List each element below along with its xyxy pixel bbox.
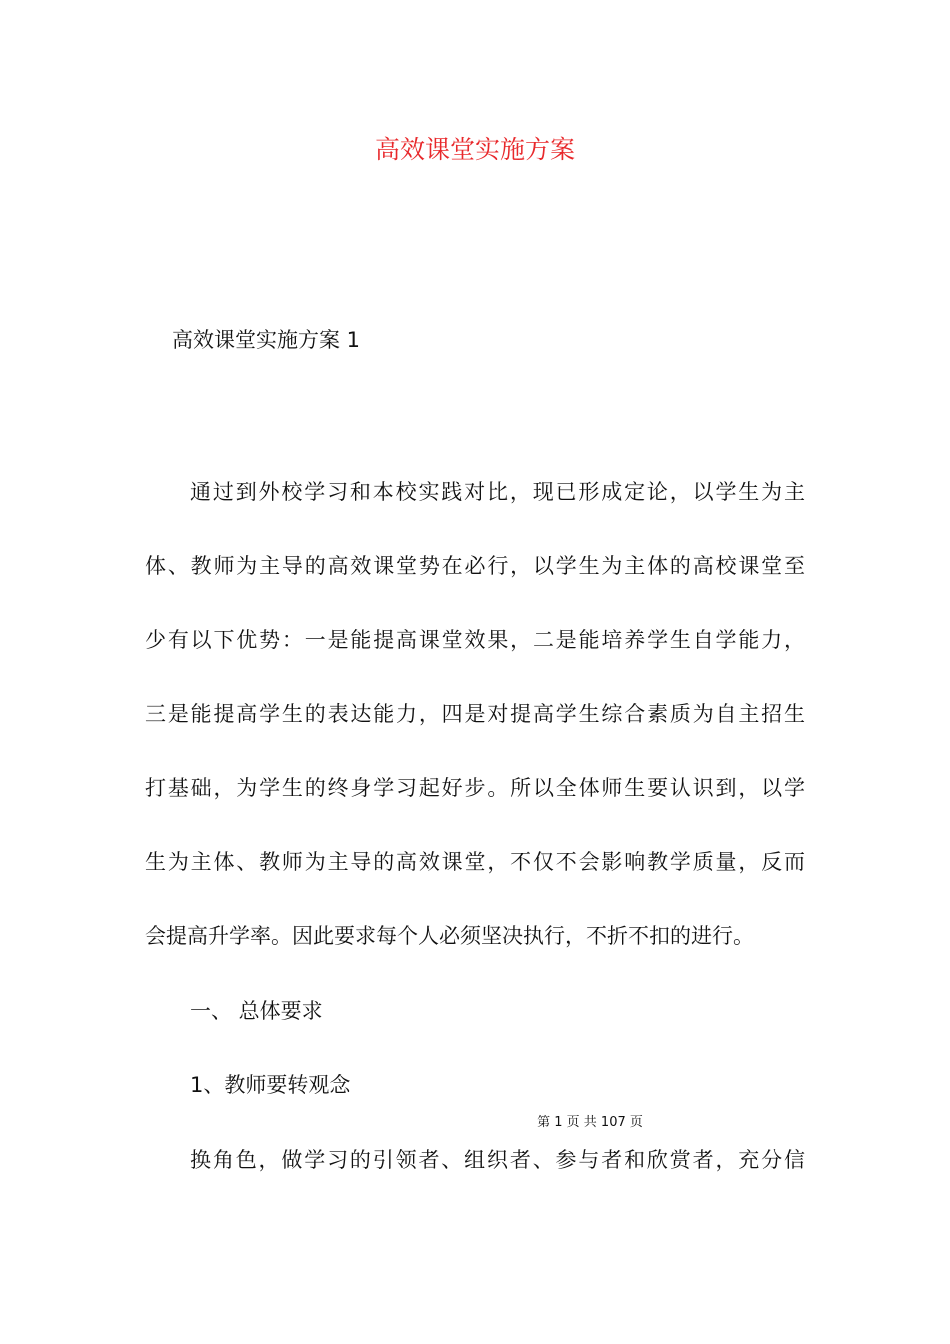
paragraph-line: 打基础，为学生的终身学习起好步。所以全体师生要认识到，以学	[145, 776, 805, 800]
heading-general-requirements: 一、 总体要求	[190, 999, 323, 1023]
sub-heading-teacher-mindset: 1、教师要转观念	[190, 1073, 351, 1097]
document-title: 高效课堂实施方案	[374, 135, 575, 164]
paragraph-line: 通过到外校学习和本校实践对比，现已形成定论，以学生为主	[190, 480, 805, 504]
paragraph-line: 三是能提高学生的表达能力，四是对提高学生综合素质为自主招生	[145, 702, 805, 726]
paragraph-line: 会提高升学率。因此要求每个人必须坚决执行，不折不扣的进行。	[145, 924, 754, 948]
continuation-line: 换角色，做学习的引领者、组织者、参与者和欣赏者，充分信	[190, 1148, 805, 1172]
paragraph-line: 少有以下优势：一是能提高课堂效果，二是能培养学生自学能力，	[145, 628, 805, 652]
page-number-footer: 第 1 页 共 107 页	[537, 1115, 643, 1130]
paragraph-line: 生为主体、教师为主导的高效课堂，不仅不会影响教学质量，反而	[145, 850, 805, 874]
paragraph-line: 体、教师为主导的高效课堂势在必行，以学生为主体的高校课堂至	[145, 554, 805, 578]
section-heading: 高效课堂实施方案 1	[172, 328, 361, 352]
